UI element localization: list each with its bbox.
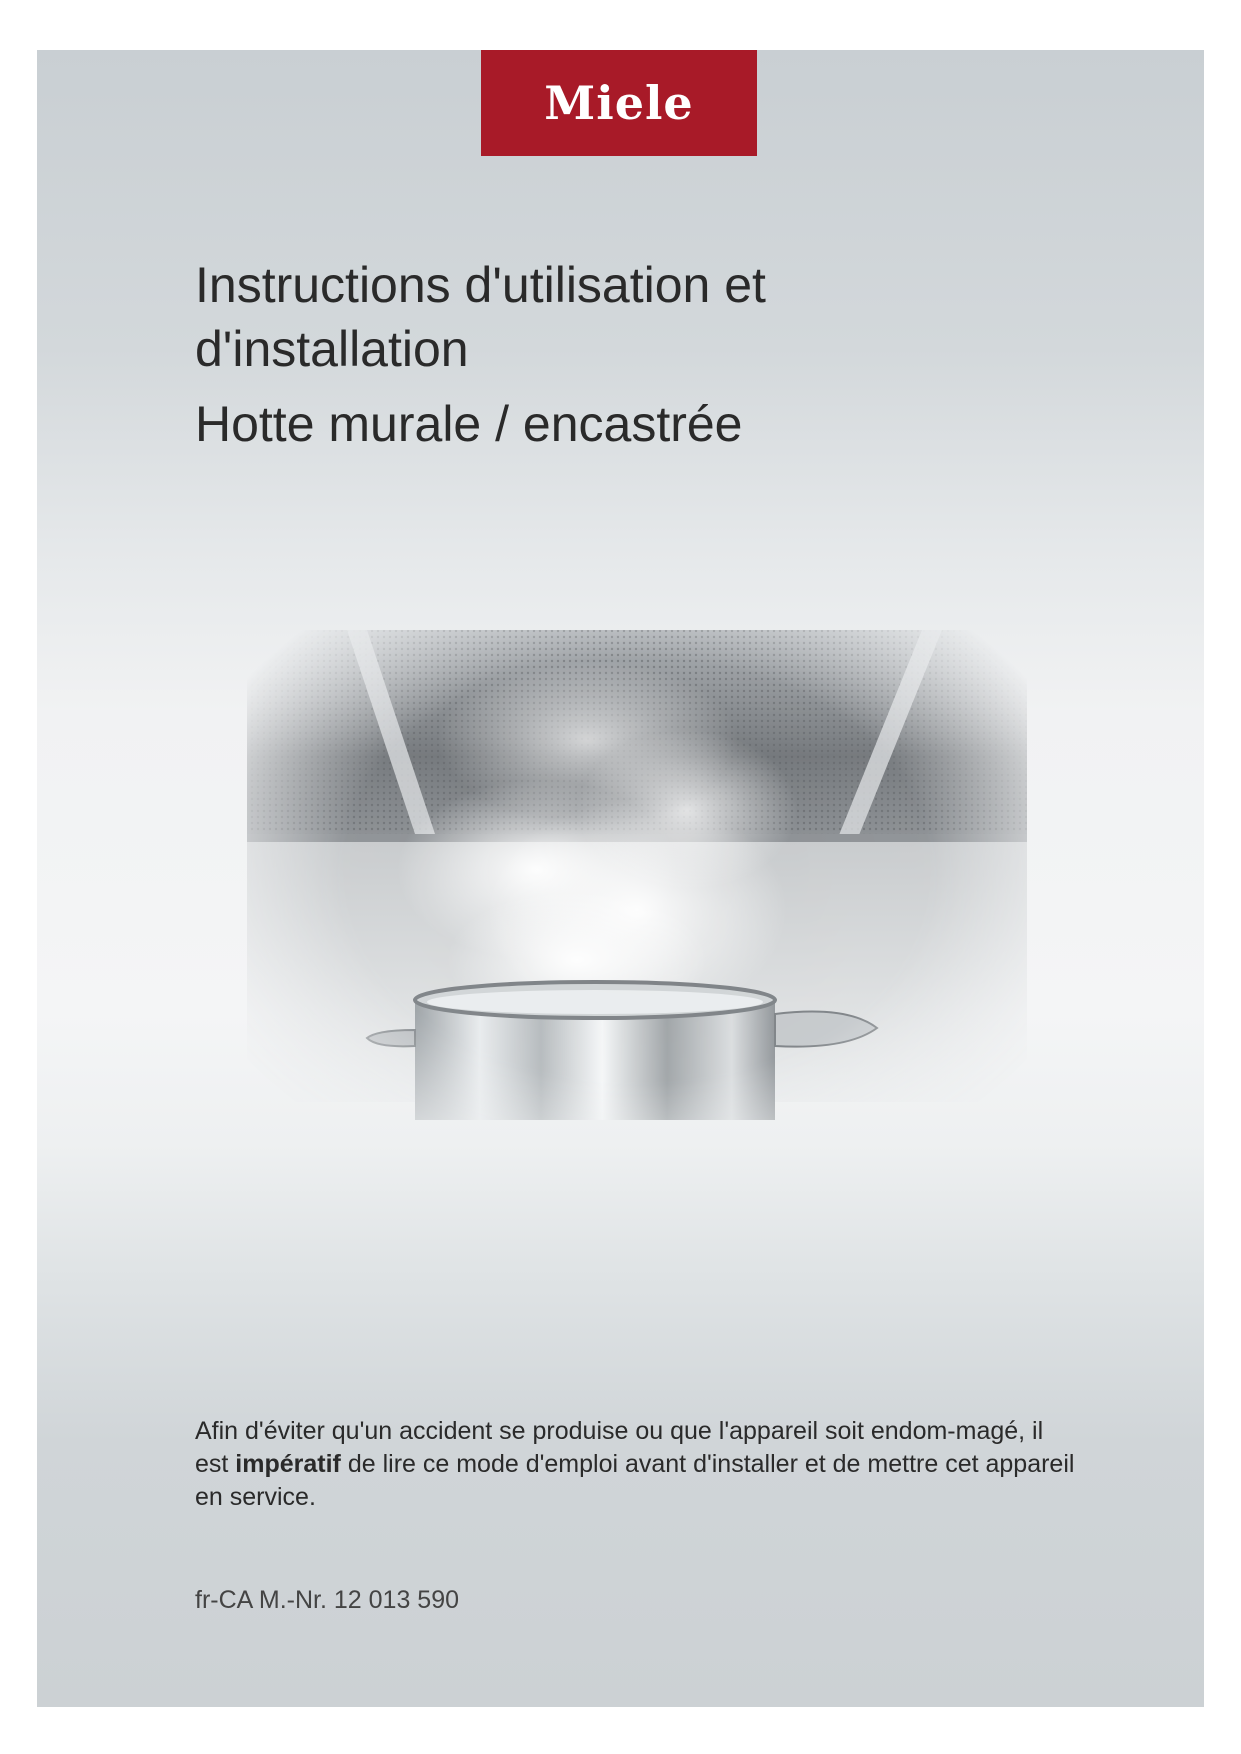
logo-text: Miele bbox=[544, 76, 694, 130]
document-title bbox=[195, 253, 1015, 381]
document-number: fr-CA M.-Nr. 12 013 590 bbox=[195, 1586, 460, 1614]
notice-emphasis: impératif bbox=[235, 1450, 341, 1478]
hood-steam-pot-photo bbox=[207, 610, 1067, 1230]
miele-logo bbox=[481, 50, 757, 156]
notice-text-before: Afin d'éviter qu'un accident se produise ou que l'appareil soit endom-magé, il est bbox=[195, 1417, 1044, 1478]
title-line-1: Instructions d'utilisation et bbox=[195, 257, 766, 313]
product-subtitle: Hotte murale / encastrée bbox=[195, 396, 743, 452]
title-line-2: d'installation bbox=[195, 321, 469, 377]
notice-text-after: de lire ce mode d'emploi avant d'installer et de mettre cet appareil en service. bbox=[195, 1450, 1075, 1511]
safety-notice bbox=[195, 1415, 1075, 1514]
cover-page bbox=[37, 50, 1204, 1707]
